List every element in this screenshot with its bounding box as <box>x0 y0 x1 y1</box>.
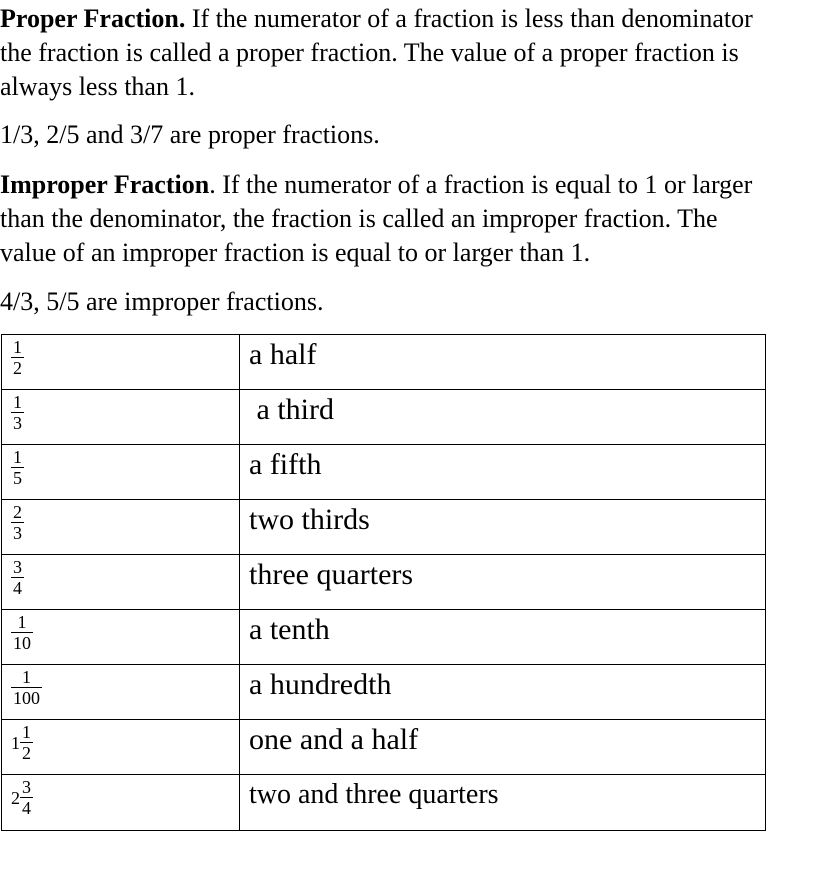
fraction-words: a hundredth <box>249 668 392 701</box>
improper-fraction-text-line1: . If the numerator of a fraction is equal to 1 or larger <box>209 170 753 199</box>
word-cell <box>240 665 766 720</box>
table-row <box>2 390 766 445</box>
numerator: 1 <box>22 667 31 687</box>
whole-number: 2 <box>11 788 20 808</box>
improper-fraction-text-line3: value of an improper fraction is equal to or larger than 1. <box>0 238 591 267</box>
word-cell <box>240 610 766 665</box>
fraction-cell <box>2 775 240 831</box>
numerator: 1 <box>13 392 22 412</box>
numerator: 1 <box>17 612 27 632</box>
denominator: 10 <box>13 633 31 653</box>
denominator: 2 <box>22 743 31 763</box>
proper-fraction-text-line2: the fraction is called a proper fraction. The value of a proper fraction is <box>0 38 739 67</box>
numerator: 1 <box>22 722 31 742</box>
table-row <box>2 610 766 665</box>
proper-fraction-definition <box>0 2 816 104</box>
numerator: 3 <box>22 777 31 797</box>
fraction-cell <box>2 445 240 500</box>
fraction-words: a tenth <box>249 613 330 646</box>
numerator: 1 <box>13 337 22 357</box>
fraction <box>11 557 24 598</box>
proper-fraction-heading: Proper Fraction. <box>0 4 186 33</box>
fraction-words: three quarters <box>249 558 414 591</box>
fraction-cell <box>2 390 240 445</box>
fractions-table <box>1 334 766 831</box>
fraction-words: two and three quarters <box>249 779 499 810</box>
fraction-cell <box>2 335 240 390</box>
table-row <box>2 775 766 831</box>
fraction-cell <box>2 500 240 555</box>
proper-fraction-text-line1: If the numerator of a fraction is less than denominator <box>185 4 753 33</box>
fraction-words: one and a half <box>249 723 419 756</box>
fraction <box>11 667 42 708</box>
fraction-cell <box>2 610 240 665</box>
table-row <box>2 445 766 500</box>
word-cell <box>240 555 766 610</box>
word-cell <box>240 720 766 775</box>
fraction <box>11 447 24 488</box>
fraction-words: two thirds <box>249 503 370 536</box>
fraction-cell <box>2 720 240 775</box>
fraction-words: a half <box>249 338 317 371</box>
table-row <box>2 665 766 720</box>
proper-fraction-text-line3: always less than 1. <box>0 72 195 101</box>
denominator: 100 <box>13 688 40 708</box>
fraction-words: a fifth <box>249 448 322 481</box>
fraction <box>20 722 33 763</box>
fraction <box>11 612 33 653</box>
table-row <box>2 720 766 775</box>
fraction <box>11 392 24 433</box>
improper-fraction-text-line2: than the denominator, the fraction is called an improper fraction. The <box>0 204 718 233</box>
table-row <box>2 555 766 610</box>
word-cell <box>240 500 766 555</box>
improper-fraction-examples: 4/3, 5/5 are improper fractions. <box>0 287 324 316</box>
denominator: 3 <box>13 413 22 433</box>
fraction-cell <box>2 665 240 720</box>
fraction-words: a third <box>249 393 334 426</box>
denominator: 2 <box>13 358 22 378</box>
denominator: 3 <box>13 523 22 543</box>
numerator: 1 <box>13 447 22 467</box>
denominator: 4 <box>13 578 22 598</box>
numerator: 3 <box>13 557 22 577</box>
table-row <box>2 335 766 390</box>
word-cell <box>240 335 766 390</box>
improper-fraction-definition <box>0 168 816 270</box>
numerator: 2 <box>13 502 22 522</box>
proper-fraction-examples: 1/3, 2/5 and 3/7 are proper fractions. <box>0 120 380 149</box>
word-cell <box>240 445 766 500</box>
word-cell <box>240 390 766 445</box>
fraction <box>11 502 24 543</box>
fraction <box>20 777 33 818</box>
table-row <box>2 500 766 555</box>
improper-fraction-heading: Improper Fraction <box>0 170 210 199</box>
denominator: 5 <box>13 468 22 488</box>
word-cell <box>240 775 766 831</box>
fraction-cell <box>2 555 240 610</box>
whole-number: 1 <box>11 733 20 753</box>
fraction <box>11 337 24 378</box>
denominator: 4 <box>22 798 31 818</box>
